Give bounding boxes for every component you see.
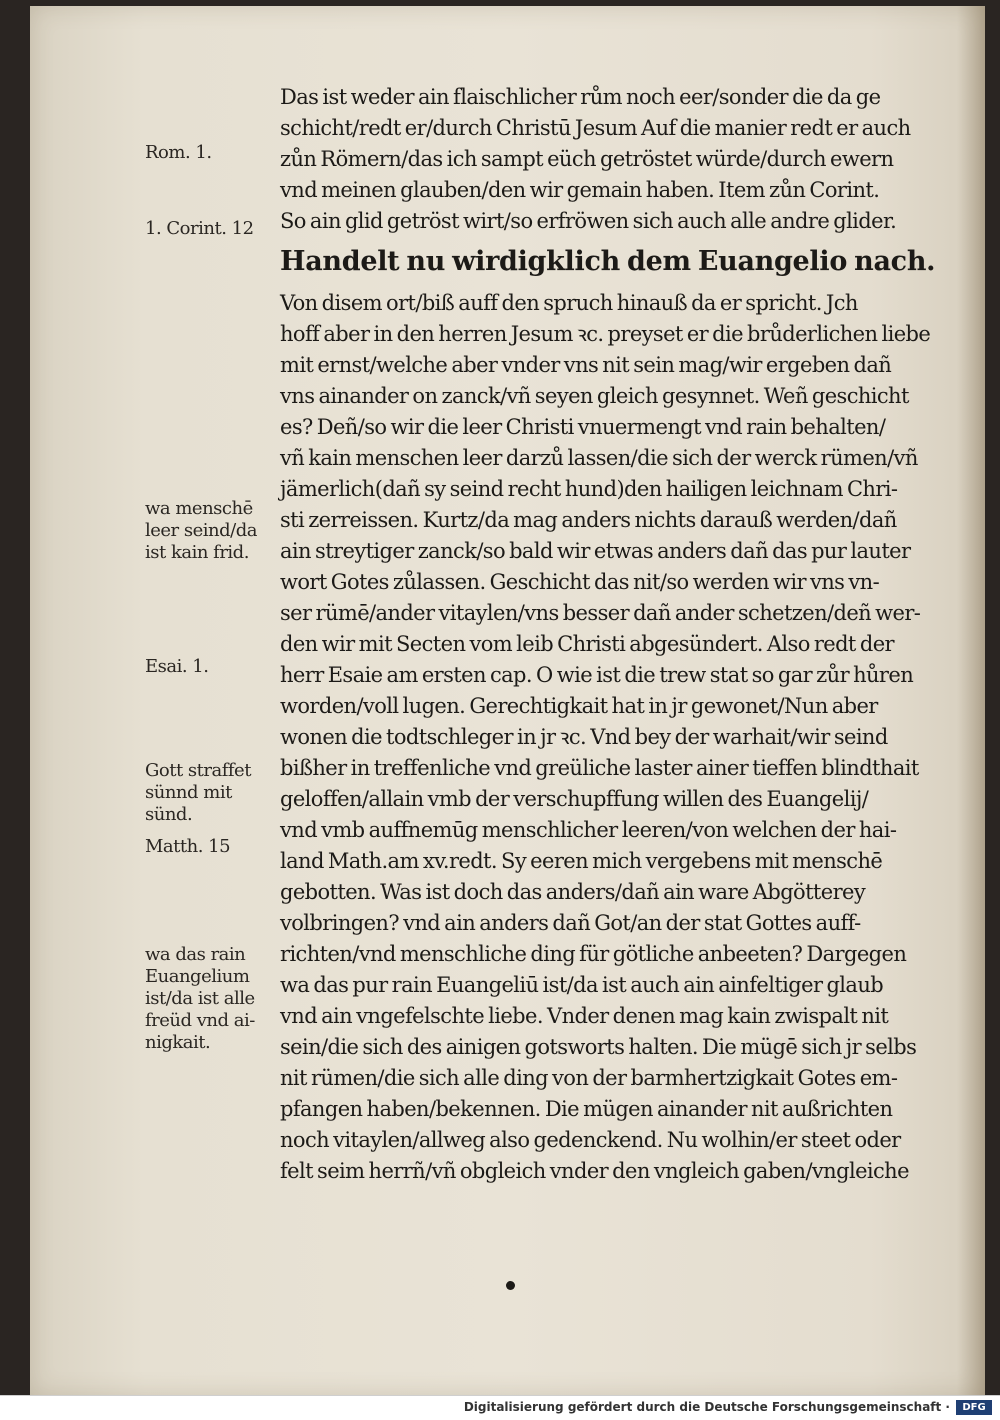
margin-note-line: ist kain frid. (145, 542, 249, 563)
margin-note-line: ist/da ist alle (145, 988, 255, 1009)
text-line: Das ist weder ain flaischlicher rům noch eer/sonder die da ge (280, 85, 881, 109)
footer-bar (0, 1395, 1000, 1420)
text-line: vñ kain menschen leer darzů lassen/die sich der werck rümen/vñ (280, 446, 918, 470)
page-edge-shadow (957, 6, 985, 1395)
text-line: schicht/redt er/durch Christū Jesum Auf die manier redt er auch (280, 116, 911, 140)
text-line: sti zerreissen. Kurtz/da mag anders nichts darauß werden/dañ (280, 508, 897, 532)
margin-note-evangelium (145, 944, 265, 1054)
text-line: wort Gotes zůlassen. Geschicht das nit/so werden wir vns vn- (280, 570, 880, 594)
text-line: mit ernst/welche aber vnder vns nit sein mag/wir ergeben dañ (280, 353, 892, 377)
margin-note-line: 1. Corint. 12 (145, 218, 254, 239)
text-line: es? Deñ/so wir die leer Christi vnuermengt vnd rain behalten/ (280, 415, 886, 439)
text-line: Von disem ort/biß auff den spruch hinauß da er spricht. Jch (280, 291, 858, 315)
margin-note-corint (145, 218, 265, 240)
text-line: den wir mit Secten vom leib Christi abgesündert. Also redt der (280, 632, 894, 656)
text-line: ser rümē/ander vitaylen/vns besser dañ ander schetzen/deñ wer- (280, 601, 921, 625)
margin-note-line: leer seind/da (145, 520, 257, 541)
margin-note-line: Gott straffet (145, 760, 251, 781)
text-line: felt seim herrñ/vñ obgleich vnder den vngleich gaben/vngleiche (280, 1159, 909, 1183)
margin-note-line: nigkait. (145, 1032, 211, 1053)
text-line: vns ainander on zanck/vñ seyen gleich gesynnet. Weñ geschicht (280, 384, 909, 408)
text-block-intro (280, 82, 940, 237)
text-line: So ain glid getröst wirt/so erfröwen sich auch alle andre glider. (280, 209, 897, 233)
main-text-column (280, 82, 940, 1187)
text-line: wa das pur rain Euangeliū ist/da ist auch ain ainfeltiger glaub (280, 973, 884, 997)
text-line: sein/die sich des ainigen gotsworts halten. Die mügē sich jr selbs (280, 1035, 917, 1059)
page-dot-mark (506, 1281, 515, 1290)
text-block-body (280, 288, 940, 1187)
margin-note-line: wa menschē (145, 498, 253, 519)
text-line: pfangen haben/bekennen. Die mügen ainander nit außrichten (280, 1097, 893, 1121)
margin-note-line: sünnd mit (145, 782, 232, 803)
text-line: noch vitaylen/allweg also gedenckend. Nu wolhin/er steet oder (280, 1128, 901, 1152)
text-line: nit rümen/die sich alle ding von der barmhertzigkait Gotes em- (280, 1066, 898, 1090)
text-line: jämerlich(dañ sy seind recht hund)den hailigen leichnam Chri- (280, 477, 898, 501)
margin-note-line: Rom. 1. (145, 142, 212, 163)
text-line: vnd meinen glauben/den wir gemain haben. Item zůn Corint. (280, 178, 880, 202)
text-line: geloffen/allain vmb der verschupffung willen des Euangelij/ (280, 787, 869, 811)
text-line: vnd ain vngefelschte liebe. Vnder denen mag kain zwispalt nit (280, 1004, 889, 1028)
text-line: gebotten. Was ist doch das anders/dañ ain ware Abgötterey (280, 880, 866, 904)
margin-note-line: sünd. (145, 804, 193, 825)
margin-note-gott-straffet (145, 760, 265, 826)
text-line: vnd vmb auffnemūg menschlicher leeren/von welchen der hai- (280, 818, 897, 842)
text-line: richten/vnd menschliche ding für götliche anbeeten? Dargegen (280, 942, 907, 966)
margin-note-menschen-leer (145, 498, 265, 564)
margin-note-esai (145, 656, 265, 678)
footer-credit: Digitalisierung gefördert durch die Deutsche Forschungsgemeinschaft · (463, 1400, 950, 1414)
text-line: wonen die todtschleger in jr ꝛc. Vnd bey der warhait/wir seind (280, 725, 888, 749)
margin-note-line: wa das rain (145, 944, 246, 965)
margin-note-line: freüd vnd ai- (145, 1010, 255, 1031)
margin-note-line: Euangelium (145, 966, 250, 987)
margin-note-line: Matth. 15 (145, 836, 231, 857)
text-line: bißher in treffenliche vnd greüliche laster ainer tieffen blindthait (280, 756, 919, 780)
margin-note-rom (145, 142, 265, 164)
dfg-logo: DFG (956, 1400, 992, 1415)
margin-note-line: Esai. 1. (145, 656, 209, 677)
margin-note-matth (145, 836, 265, 858)
text-line: zůn Römern/das ich sampt eüch getröstet würde/durch ewern (280, 147, 894, 171)
text-line: land Math.am xv.redt. Sy eeren mich vergebens mit menschē (280, 849, 883, 873)
text-line: herr Esaie am ersten cap. O wie ist die trew stat so gar zůr hůren (280, 663, 914, 687)
text-line: worden/voll lugen. Gerechtigkait hat in jr gewonet/Nun aber (280, 694, 878, 718)
text-line: volbringen? vnd ain anders dañ Got/an der stat Gottes auff- (280, 911, 861, 935)
text-line: ain streytiger zanck/so bald wir etwas anders dañ das pur lauter (280, 539, 911, 563)
text-line: hoff aber in den herren Jesum ꝛc. preyset er die brůderlichen liebe (280, 322, 931, 346)
section-heading: Handelt nu wirdigklich dem Euangelio nach. (280, 246, 936, 277)
